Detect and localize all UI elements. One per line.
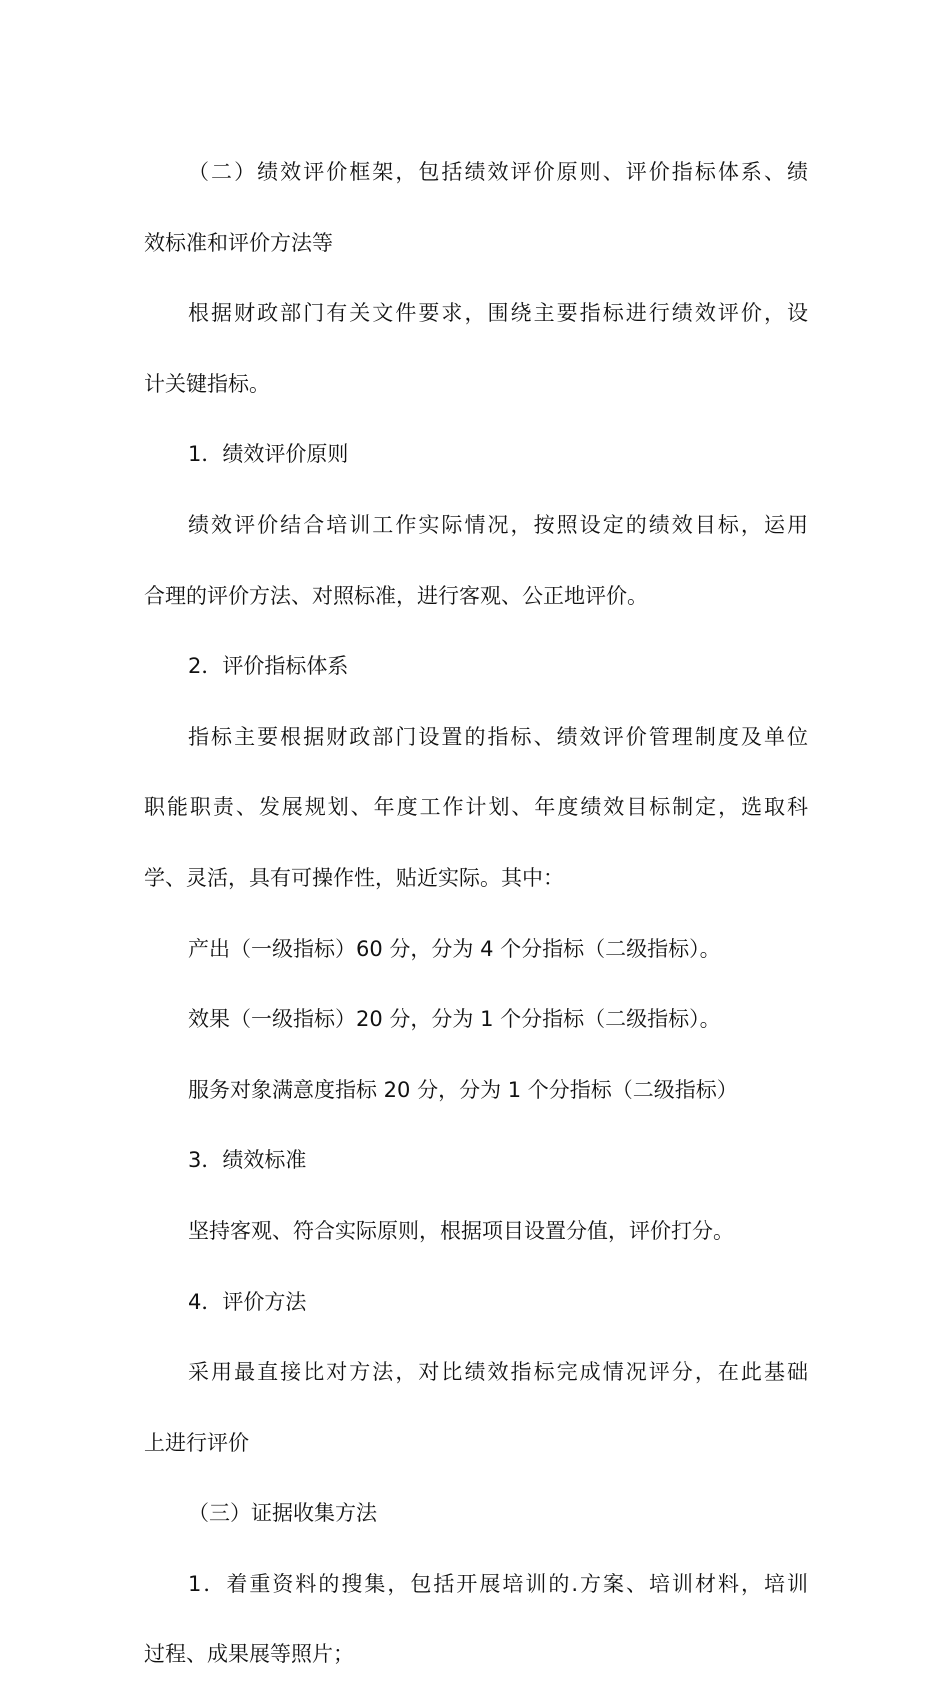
paragraph-evaluation-principles-line-2: 合理的评价方法、对照标准，进行客观、公正地评价。 [144,583,648,608]
paragraph-evaluation-principles-line-1: 绩效评价结合培训工作实际情况，按照设定的绩效目标，运用 [188,512,808,537]
output-indicator-score: 产出（一级指标）60 分，分为 4 个分指标（二级指标）。 [188,936,721,961]
subheading-performance-standards: 3．绩效标准 [188,1148,307,1173]
section-heading-performance-framework-line-2: 效标准和评价方法等 [144,230,333,255]
paragraph-indicator-system-line-2: 职能职责、发展规划、年度工作计划、年度绩效目标制定，选取科 [144,795,808,820]
evidence-item-1-line-2: 过程、成果展等照片； [144,1642,354,1667]
evidence-item-1-line-1: 1．着重资料的搜集，包括开展培训的.方案、培训材料，培训 [188,1571,808,1596]
document-body [144,127,808,1701]
satisfaction-indicator-score: 服务对象满意度指标 20 分，分为 1 个分指标（二级指标） [188,1077,738,1102]
paragraph-indicator-system-line-3: 学、灵活，具有可操作性，贴近实际。其中： [144,865,564,890]
section-heading-performance-framework-line-1: （二）绩效评价框架，包括绩效评价原则、评价指标体系、绩 [188,160,808,184]
subheading-evaluation-methods: 4．评价方法 [188,1289,307,1314]
effect-indicator-score: 效果（一级指标）20 分，分为 1 个分指标（二级指标）。 [188,1007,721,1032]
paragraph-evaluation-methods-line-1: 采用最直接比对方法，对比绩效指标完成情况评分，在此基础 [188,1360,808,1385]
paragraph-performance-standards: 坚持客观、符合实际原则，根据项目设置分值，评价打分。 [188,1218,734,1243]
subheading-indicator-system: 2．评价指标体系 [188,654,349,679]
paragraph-financial-requirements-line-2: 计关键指标。 [144,371,270,396]
paragraph-evaluation-methods-line-2: 上进行评价 [144,1430,249,1455]
paragraph-indicator-system-line-1: 指标主要根据财政部门设置的指标、绩效评价管理制度及单位 [188,724,808,749]
subheading-evaluation-principles: 1．绩效评价原则 [188,442,349,467]
paragraph-financial-requirements-line-1: 根据财政部门有关文件要求，围绕主要指标进行绩效评价，设 [188,301,808,326]
section-heading-evidence-collection: （三）证据收集方法 [188,1501,377,1526]
